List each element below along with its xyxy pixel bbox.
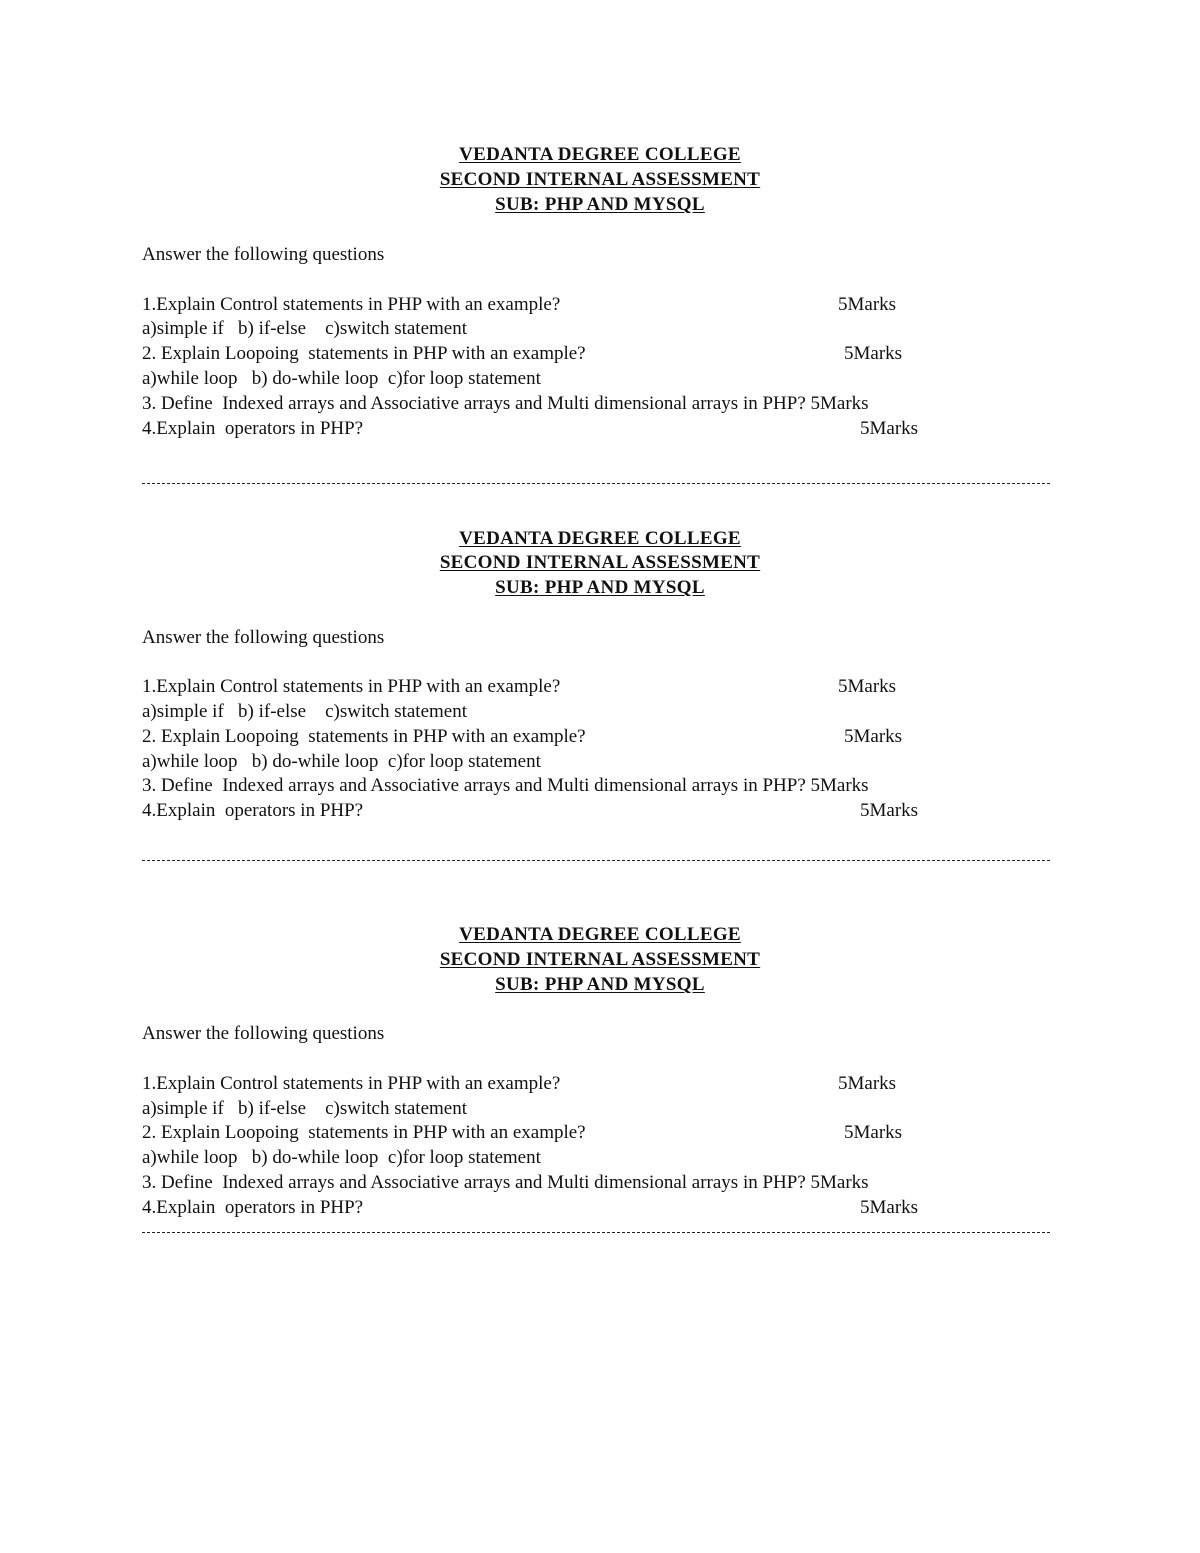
- question-1-options: a)simple if b) if-else c)switch statement: [142, 701, 468, 722]
- question-1-options: a)simple if b) if-else c)switch statement: [142, 318, 468, 339]
- question-2-marks: 5Marks: [844, 1122, 903, 1143]
- subject-title: SUB: PHP AND MYSQL: [495, 194, 705, 215]
- subject-title: SUB: PHP AND MYSQL: [495, 974, 705, 995]
- question-1-marks: 5Marks: [838, 294, 897, 315]
- question-2: 2. Explain Loopoing statements in PHP with an example?: [142, 1122, 586, 1143]
- instruction-text: Answer the following questions: [142, 1023, 385, 1044]
- exam-title: SECOND INTERNAL ASSESSMENT: [439, 552, 761, 573]
- question-3: 3. Define Indexed arrays and Associative arrays and Multi dimensional arrays in PHP? 5Marks: [142, 1172, 869, 1193]
- dashed-divider: [142, 860, 1050, 861]
- question-2: 2. Explain Loopoing statements in PHP with an example?: [142, 343, 586, 364]
- question-3: 3. Define Indexed arrays and Associative arrays and Multi dimensional arrays in PHP? 5Marks: [142, 775, 869, 796]
- question-2: 2. Explain Loopoing statements in PHP with an example?: [142, 726, 586, 747]
- question-2-options: a)while loop b) do-while loop c)for loop statement: [142, 751, 541, 772]
- question-4: 4.Explain operators in PHP?: [142, 1197, 364, 1218]
- question-2-marks: 5Marks: [844, 343, 903, 364]
- instruction-text: Answer the following questions: [142, 627, 385, 648]
- instruction-text: Answer the following questions: [142, 244, 385, 265]
- question-2-marks: 5Marks: [844, 726, 903, 747]
- question-1-marks: 5Marks: [838, 676, 897, 697]
- question-1-marks: 5Marks: [838, 1073, 897, 1094]
- question-4: 4.Explain operators in PHP?: [142, 418, 364, 439]
- exam-title: SECOND INTERNAL ASSESSMENT: [439, 949, 761, 970]
- question-4-marks: 5Marks: [860, 800, 919, 821]
- question-1: 1.Explain Control statements in PHP with an example?: [142, 294, 561, 315]
- college-name: VEDANTA DEGREE COLLEGE: [459, 144, 741, 165]
- college-name: VEDANTA DEGREE COLLEGE: [459, 528, 741, 549]
- college-name: VEDANTA DEGREE COLLEGE: [459, 924, 741, 945]
- dashed-divider: [142, 1232, 1050, 1233]
- question-4-marks: 5Marks: [860, 1197, 919, 1218]
- question-1: 1.Explain Control statements in PHP with an example?: [142, 676, 561, 697]
- question-4-marks: 5Marks: [860, 418, 919, 439]
- question-1-options: a)simple if b) if-else c)switch statement: [142, 1098, 468, 1119]
- question-3: 3. Define Indexed arrays and Associative arrays and Multi dimensional arrays in PHP? 5Marks: [142, 393, 869, 414]
- question-2-options: a)while loop b) do-while loop c)for loop statement: [142, 1147, 541, 1168]
- dashed-divider: [142, 483, 1050, 484]
- question-4: 4.Explain operators in PHP?: [142, 800, 364, 821]
- question-1: 1.Explain Control statements in PHP with an example?: [142, 1073, 561, 1094]
- subject-title: SUB: PHP AND MYSQL: [495, 577, 705, 598]
- question-2-options: a)while loop b) do-while loop c)for loop statement: [142, 368, 541, 389]
- exam-title: SECOND INTERNAL ASSESSMENT: [439, 169, 761, 190]
